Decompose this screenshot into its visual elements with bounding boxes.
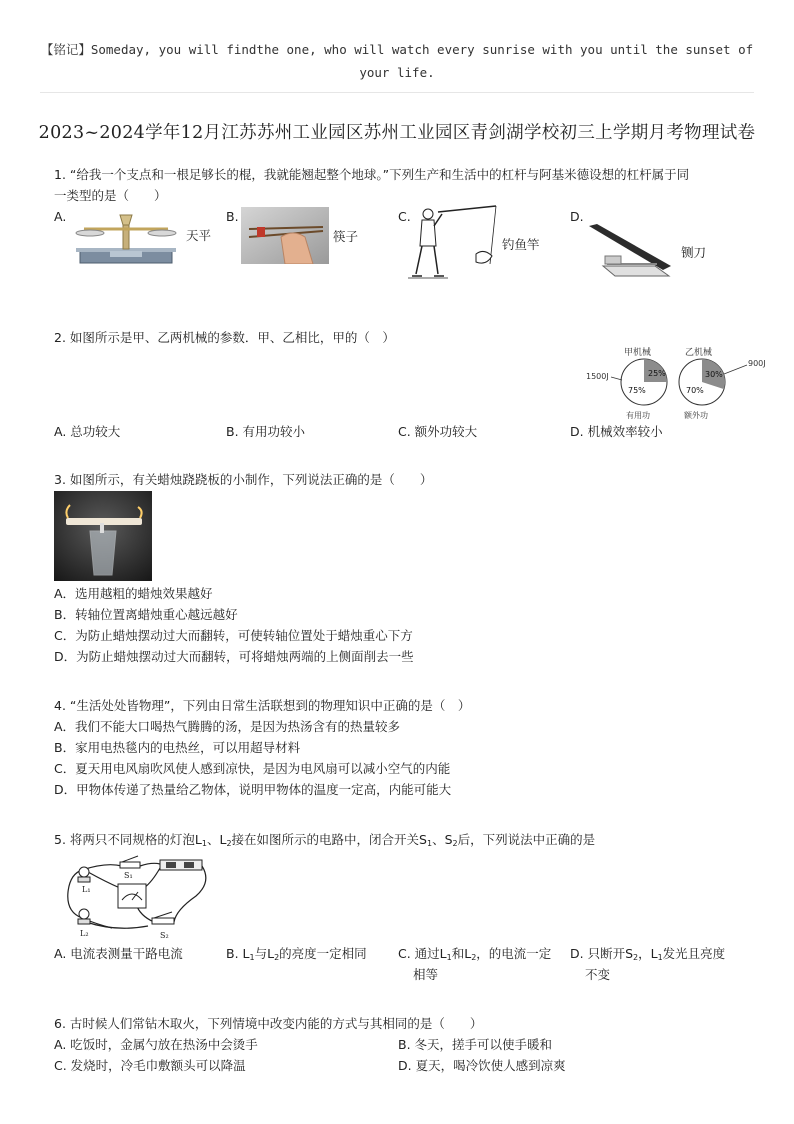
q1-stem-line1: 1. “给我一个支点和一根足够长的棍，我就能翘起整个地球。”下列生产和生活中的杠杆与阿基米德设想的杠杆属于同 xyxy=(54,167,690,182)
q1-option-c-label: 钓鱼竿 xyxy=(502,237,540,252)
machine-efficiency-pie-charts xyxy=(584,344,774,420)
label-S2: S₂ xyxy=(160,931,169,940)
guillotine-cutter-image xyxy=(585,222,673,280)
bulb-L2 xyxy=(78,909,90,924)
q1-option-a-label: 天平 xyxy=(186,228,212,243)
q4-option-c: C．夏天用电风扇吹风使人感到凉快，是因为电风扇可以减小空气的内能 xyxy=(54,761,451,776)
q6-option-a: A. 吃饭时，金属勺放在热汤中会烫手 xyxy=(54,1037,258,1052)
fishing-rod-image xyxy=(408,204,503,282)
switch-S2 xyxy=(152,912,174,924)
jia-bottom-label: 有用功 xyxy=(626,411,650,420)
motto-line2: your life. xyxy=(359,65,435,80)
q1-option-b-key: B. xyxy=(226,209,239,224)
q6-option-c: C. 发烧时，冷毛巾敷额头可以降温 xyxy=(54,1058,246,1073)
candle-seesaw-photo xyxy=(54,491,152,581)
battery xyxy=(160,860,202,870)
q4-option-a: A．我们不能大口喝热气腾腾的汤，是因为热汤含有的热量较多 xyxy=(54,719,401,734)
page-title: 2023~2024学年12月江苏苏州工业园区苏州工业园区青剑湖学校初三上学期月考物理试卷 xyxy=(38,123,756,143)
yi-pct-big: 70% xyxy=(686,386,704,395)
header-divider xyxy=(40,92,754,93)
q3-option-d: D．为防止蜡烛摆动过大而翻转，可将蜡烛两端的上侧面削去一些 xyxy=(54,649,414,664)
q4-option-d: D．甲物体传递了热量给乙物体，说明甲物体的温度一定高，内能可能大 xyxy=(54,782,452,797)
q6-option-d: D. 夏天，喝冷饮使人感到凉爽 xyxy=(398,1058,566,1073)
q4-stem: 4. “生活处处皆物理”，下列由日常生活联想到的物理知识中正确的是（ ） xyxy=(54,698,471,713)
q5-option-a: A. 电流表测量干路电流 xyxy=(54,946,183,961)
circuit-diagram xyxy=(56,852,216,942)
q3-stem: 3. 如图所示，有关蜡烛跷跷板的小制作，下列说法正确的是（ ） xyxy=(54,472,433,487)
yi-right-label: 900J xyxy=(748,359,766,368)
q2-option-a: A. 总功较大 xyxy=(54,424,121,439)
q3-option-c: C．为防止蜡烛摆动过大而翻转，可使转轴位置处于蜡烛重心下方 xyxy=(54,628,413,643)
q5-option-b: B. $L_1$与$L_2$的亮度一定相同 xyxy=(226,946,367,962)
q1-option-c-key: C. xyxy=(398,209,411,224)
q2-option-c: C. 额外功较大 xyxy=(398,424,478,439)
label-L2: L₂ xyxy=(80,929,89,938)
q6-stem: 6. 古时候人们常钻木取火，下列情境中改变内能的方式与其相同的是（ ） xyxy=(54,1016,483,1031)
jia-pct-small: 25% xyxy=(648,369,666,378)
motto-line1: 【铭记】Someday, you will findthe one, who will watch every sunrise with you until the sunset of xyxy=(40,42,754,57)
bulb-L1 xyxy=(78,867,90,882)
q1-stem-line2: 一类型的是（ ） xyxy=(54,188,167,203)
label-L1: L₁ xyxy=(82,885,91,894)
q1-option-a-key: A. xyxy=(54,209,67,224)
switch-S1 xyxy=(120,856,140,868)
jia-left-label: 1500J xyxy=(586,372,609,381)
yi-machine-title: 乙机械 xyxy=(685,348,713,358)
q2-option-d: D. 机械效率较小 xyxy=(570,424,663,439)
q3-option-a: A．选用越粗的蜡烛效果越好 xyxy=(54,586,213,601)
label-S1: S₁ xyxy=(124,871,133,880)
jia-pct-big: 75% xyxy=(628,386,646,395)
jia-machine-title: 甲机械 xyxy=(624,348,652,358)
q2-stem: 2. 如图所示是甲、乙两机械的参数．甲、乙相比，甲的（ ） xyxy=(54,330,395,345)
q4-option-b: B．家用电热毯内的电热丝，可以用超导材料 xyxy=(54,740,301,755)
motto xyxy=(0,38,794,84)
q1-option-d-label: 铡刀 xyxy=(681,245,707,260)
q5-option-d: D. 只断开$S_2$，$L_1$发光且亮度 xyxy=(570,946,726,962)
q6-option-b: B. 冬天，搓手可以使手暖和 xyxy=(398,1037,553,1052)
q2-option-b: B. 有用功较小 xyxy=(226,424,306,439)
q1-option-d-key: D. xyxy=(570,209,584,224)
chopsticks-image xyxy=(241,207,329,264)
yi-bottom-label: 额外功 xyxy=(684,411,708,420)
q5-stem: 5. 将两只不同规格的灯泡$L_1$、$L_2$接在如图所示的电路中，闭合开关$S_1$、$S_2$后，下列说法中正确的是 xyxy=(54,832,596,848)
ammeter xyxy=(118,884,146,908)
q5-option-c-line2: 相等 xyxy=(413,967,439,982)
balance-scale-image xyxy=(70,207,182,265)
yi-pct-small: 30% xyxy=(705,370,723,379)
q3-option-b: B．转轴位置离蜡烛重心越远越好 xyxy=(54,607,238,622)
q5-option-d-line2: 不变 xyxy=(585,967,611,982)
q5-option-c: C. 通过$L_1$和$L_2$，的电流一定 xyxy=(398,946,552,962)
q1-option-b-label: 筷子 xyxy=(333,229,359,244)
